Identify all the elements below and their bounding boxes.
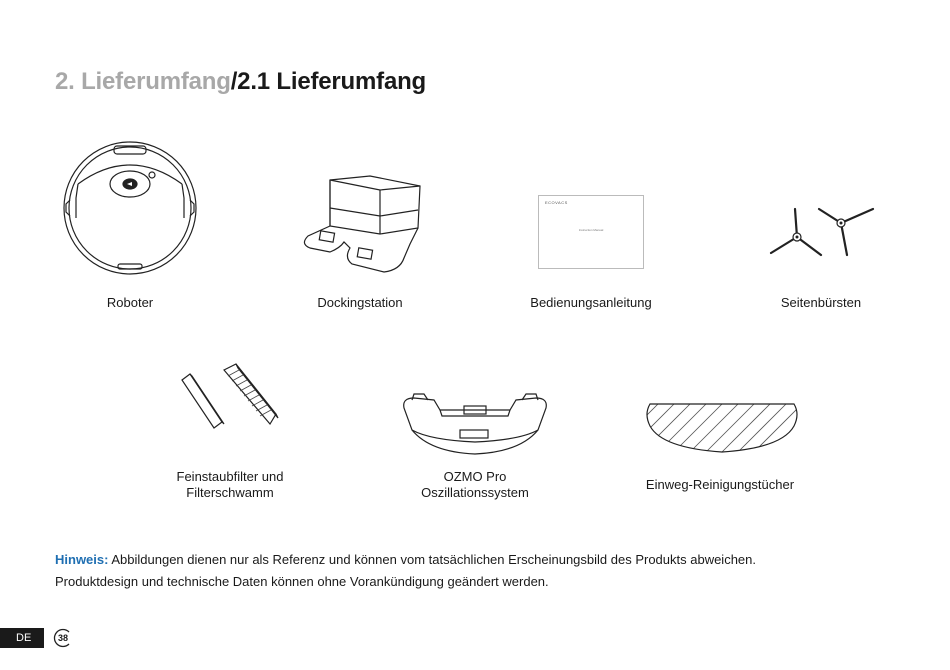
manual-brand: ECOVACS <box>545 200 568 205</box>
manual-cover-text: Instruction Manual <box>578 228 604 232</box>
caption-manual: Bedienungsanleitung <box>530 295 652 310</box>
page-title <box>55 68 426 96</box>
note-label: Hinweis: <box>55 552 109 567</box>
caption-ozmo <box>405 469 545 501</box>
language-badge: DE <box>0 628 44 648</box>
note-block <box>55 549 756 593</box>
ozmo-illustration <box>400 390 550 460</box>
subsection-title: 2.1 Lieferumfang <box>237 68 427 95</box>
caption-side-brushes: Seitenbürsten <box>780 295 862 310</box>
title-separator: / <box>230 68 238 95</box>
caption-robot: Roboter <box>106 295 154 310</box>
side-brushes-illustration <box>765 205 877 260</box>
caption-dock: Dockingstation <box>317 295 403 310</box>
section-title: 2. Lieferumfang <box>55 68 231 95</box>
caption-filter-line1: Feinstaubfilter und <box>176 469 284 484</box>
caption-ozmo-line2: Oszillationssystem <box>421 485 529 500</box>
note-line1 <box>55 549 756 571</box>
caption-filter <box>160 469 300 501</box>
dock-illustration <box>300 172 425 277</box>
page-number: 38 <box>57 633 68 643</box>
note-line2: Produktdesign und technische Daten können ohne Vorankündigung geändert werden. <box>55 574 549 589</box>
pads-illustration <box>642 400 802 458</box>
filter-illustration <box>176 362 286 440</box>
caption-ozmo-line1: OZMO Pro <box>443 469 507 484</box>
caption-pads: Einweg-Reinigungstücher <box>645 477 795 492</box>
manual-illustration <box>538 195 644 269</box>
robot-illustration <box>60 138 200 278</box>
caption-filter-line2: Filterschwamm <box>186 485 274 500</box>
note-text1: Abbildungen dienen nur als Referenz und können vom tatsächlichen Erscheinungsbild des Produkts abweichen. <box>108 552 756 567</box>
